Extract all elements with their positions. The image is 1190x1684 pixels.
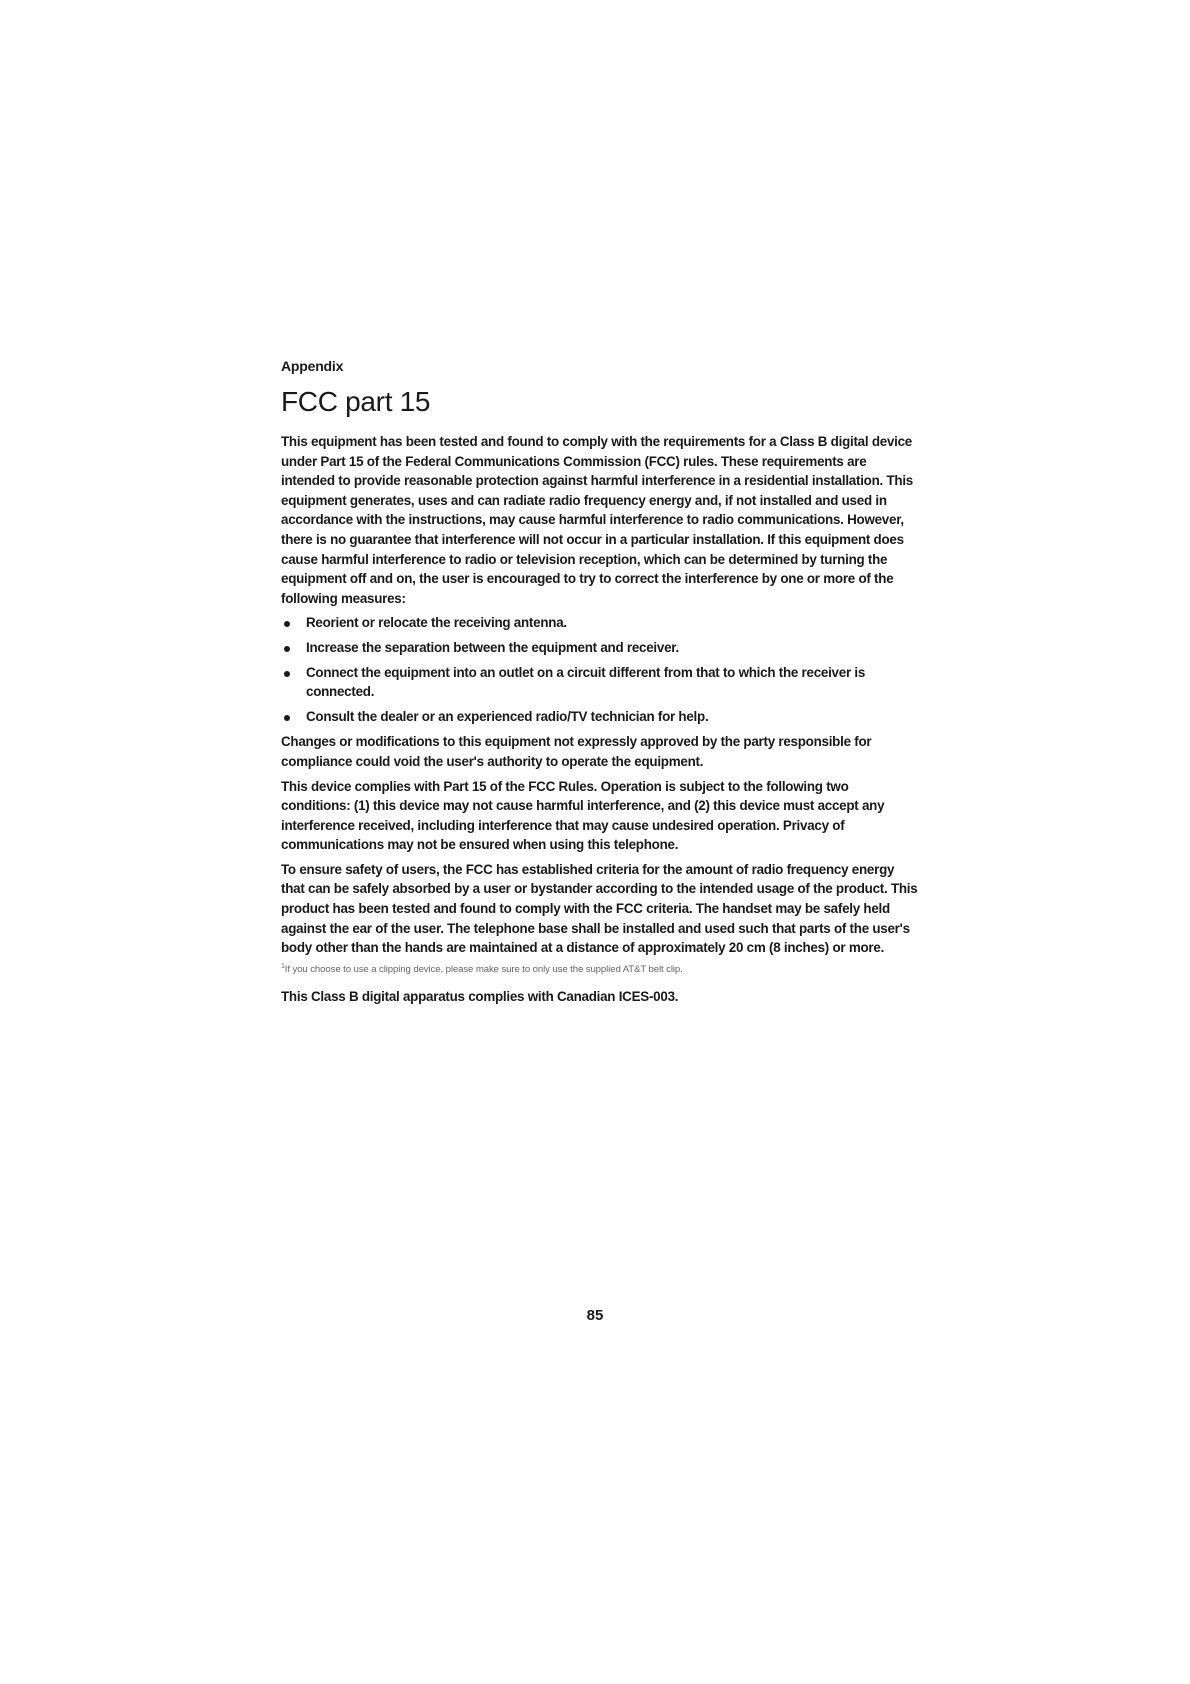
page-number: 85 xyxy=(586,1307,604,1324)
list-item xyxy=(281,638,921,658)
bullet-icon xyxy=(284,671,290,677)
section-label: Appendix xyxy=(281,358,344,374)
footnote-mark: 1 xyxy=(281,962,285,970)
measures-list xyxy=(281,613,921,726)
list-item-text: Consult the dealer or an experienced radio/TV technician for help. xyxy=(306,708,709,724)
canada-paragraph: This Class B digital apparatus complies with Canadian ICES-003. xyxy=(281,988,679,1004)
list-item xyxy=(281,707,921,727)
list-item xyxy=(281,613,921,633)
compliance-paragraph: This device complies with Part 15 of the FCC Rules. Operation is subject to the following two conditions: (1) this device may not cause harmful interference, and (2) this device must accept any interference received, including interference that may cause undesired operation. Privacy of communications may not be ensured when using this telephone. xyxy=(281,778,885,853)
footnote xyxy=(281,963,921,977)
safety-paragraph: To ensure safety of users, the FCC has established criteria for the amount of radio frequency energy that can be safely absorbed by a user or bystander according to the intended usage of the product. This product has been tested and found to comply with the FCC criteria. The handset may be safely held against the ear of the user. The telephone base shall be installed and used such that parts of the user's body other than the hands are maintained at a distance of approximately 20 cm (8 inches) or more. xyxy=(281,861,918,956)
bullet-icon xyxy=(284,621,290,627)
changes-paragraph: Changes or modifications to this equipment not expressly approved by the party responsible for compliance could void the user's authority to operate the equipment. xyxy=(281,734,872,769)
page-title: FCC part 15 xyxy=(281,386,431,417)
footnote-text: If you choose to use a clipping device, please make sure to only use the supplied AT&T belt clip. xyxy=(284,963,683,975)
bullet-icon xyxy=(284,715,290,721)
list-item-text: Reorient or relocate the receiving antenna. xyxy=(306,615,567,631)
bullet-icon xyxy=(284,646,290,652)
intro-paragraph: This equipment has been tested and found to comply with the requirements for a Class B digital device under Part 15 of the Federal Communications Commission (FCC) rules. These requirements are intended to provide reasonable protection against harmful interference in a residential installation. This equipment generates, uses and can radiate radio frequency energy and, if not installed and used in accordance with the instructions, may cause harmful interference to radio communications. However, there is no guarantee that interference will not occur in a particular installation. If this equipment does cause harmful interference to radio or television reception, which can be determined by turning the equipment off and on, the user is encouraged to try to correct the interference by one or more of the following measures: xyxy=(281,434,914,606)
document-content xyxy=(281,358,921,1011)
list-item-text: Connect the equipment into an outlet on a circuit different from that to which the receiver is connected. xyxy=(306,664,866,700)
list-item-text: Increase the separation between the equipment and receiver. xyxy=(306,639,679,655)
list-item xyxy=(281,663,921,702)
